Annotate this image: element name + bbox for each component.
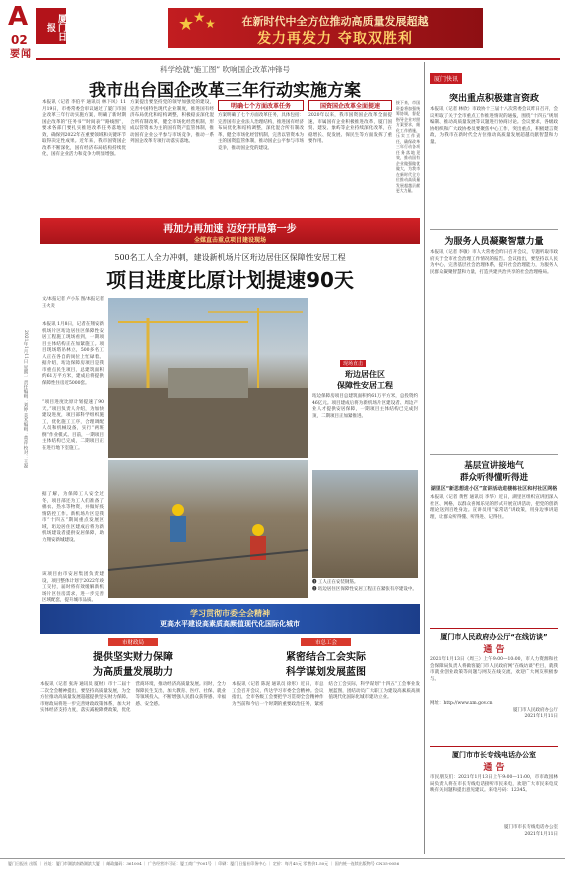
notice-1-title: 厦门市人民政府办公厅“在线访谈” xyxy=(440,633,548,641)
notice-1 xyxy=(430,628,558,742)
top-article-body-1: 本报讯（记者 李伯平 通讯员 林下风）11月19日，市委常委会审议通过了厦门市国企改革三年行动实施方案，明确了新时期国企改革的“任务书”“时间表”“路线图”，要求各部门要扎实推进改革任务落地见效，确保到2022年在重要领域和关键环节取得决定性成果。近年来，我市国资国企改革不断深化，国有经济布局结构持续优化，国有企业活力和竞争力明显增强。 xyxy=(42,100,126,157)
notice-1-date: 2021年1月11日 xyxy=(524,714,558,719)
strip-line-2: 全媒直击重点项目建设现场 xyxy=(193,237,266,244)
sidebar-item-3-body: 本报讯（记者 黄哲 通讯员 李华）近日，湖里区组织宣讲团深入社区、网格，以群众喜闻乐见的形式开展宣讲活动，把党的创新理论送到百姓身边。宣讲员用“家常话”讲政策，用身边事讲道理，让群众听得懂、听得进、记得住。 xyxy=(430,495,558,520)
crane-illustration xyxy=(108,298,308,458)
top-article-column-3 xyxy=(218,100,304,212)
notice-2-title: 厦门市市长专线电话办公室 xyxy=(452,751,536,759)
subhead-box: 明确七个方面改革任务 xyxy=(218,100,304,111)
photo-structure xyxy=(312,470,418,578)
bottom-bar-line-2: 更高水平建设高素质高颜值现代化国际化城市 xyxy=(160,620,300,628)
main-article-body-2: “项目进度比原计划提速了90天。”项目负责人介绍，为加快建设进度，项目部科学组织施工，优化施工工序，合理调配人员和机械设备，实行“两班倒”作业模式。目前，一期项目主体结构已完成，二期项目正在进行地下室施工。 xyxy=(42,400,104,451)
bottom-right-body: 本报讯（记者 陈泥 通讯员 徐彤）近日，市总工会召开会议，传达学习市委全会精神。会议指出，全市各级工会要把学习贯彻全会精神作为当前和今后一个时期的重要政治任务，紧密结合工会实际，科学谋划“十四五”工会事业发展蓝图，团结动员广大职工为建设高素质高颜值现代化国际化城市建功立业。 xyxy=(232,682,420,707)
top-article-kicker: 科学绘就“施工图” 吹响国企改革冲锋号 xyxy=(159,65,291,74)
star-icon: ★ xyxy=(205,17,216,31)
section-title: 要闻 xyxy=(10,49,32,60)
bottom-right-title-2: 科学谋划发展蓝图 xyxy=(286,667,366,678)
bottom-right-article xyxy=(232,638,420,854)
main-article-byline: 文/本报记者 卢小东 图/本报记者 王火炎 xyxy=(42,297,104,309)
page-letter: A xyxy=(8,2,29,32)
main-article-body-4: 该项目由市安居集团负责建设，项目整体计划于2022年竣工交付，届时将有效缓解新机场片区住房需求，进一步完善区域配套，提升城市品质。 xyxy=(42,572,104,603)
page-meta: 2021年1月11日 星期一 责任编辑：刘婷 美术编辑：黄萍 校对：王磊 xyxy=(23,330,28,469)
sidebar xyxy=(430,66,558,591)
worker-illustration xyxy=(108,460,308,598)
sidebar-item-3-subtitle: 湖里区“新思想进小区”宣讲活动进楼栋社区和村社区网格 xyxy=(430,486,558,492)
subhead-box-2: 国资国企改革全面提速 xyxy=(308,100,392,111)
page-footer: 厦门日报社 出版 ｜ 社址：厦门市湖滨南路湖滨大厦 ｜ 邮政编码：361004 ｜ 广告经营许可证：厦工商广字001号 ｜ 印刷：厦门日报社印务中心 ｜ 定价：每月45元 零售价1.50元 ｜ 国内统一连续出版物号 CN35-0056 xyxy=(0,858,565,870)
sidebar-item-2-body: 本报讯（记者 李敏）市人大常委会昨日召开会议，专题听取市政府关于全市社会治理工作情况的报告。会议指出，要坚持以人民为中心，完善基层社会治理体系，提升社会治理能力，为服务人民群众凝聚智慧和力量，打造共建共治共享的社会治理格局。 xyxy=(430,250,558,275)
main-article-title: 项目进度比原计划提速90天 xyxy=(106,268,354,292)
notice-2-signature: 厦门市市长专线电话办公室 xyxy=(504,825,558,830)
bottom-right-title-1: 紧密结合工会实际 xyxy=(286,652,366,663)
bottom-left-tag: 市财政局 xyxy=(108,638,158,646)
notice-2-body: 市民朋友们：2021年1月13日上午9:00—11:00，市市政园林局负责人将在市长专线电话接听市民来电，欢迎广大市民来电反映有关问题和提出意见建议。来电号码：12345。 xyxy=(430,775,558,793)
notice-2-subtitle: 通 告 xyxy=(483,763,505,773)
main-article-body-1: 本报讯 1月8日，记者在翔安新机场片区珩边居住区保障性安居工程施工现场看到，一期项目主体结构正在加紧施工。项目现场塔吊林立，500多名工人正在各自的岗位上忙碌着。据介绍，珩边保障房项目是我市重点民生项目，总建筑面积约61万平方米，建成后将提供保障性住房近5000套。 xyxy=(42,322,104,386)
bottom-left-title-2: 为高质量发展助力 xyxy=(93,667,173,678)
bottom-left-title-1: 提供坚实财力保障 xyxy=(93,652,173,663)
notice-1-body: 2021年1月13日（周三）上午9:00—10:00，市人力资源和社会保障局负责人将做客厦门市人民政府网“在线访谈”栏目，就我市就业创业政策等问题与网友在线交流，欢迎广大网友积极参与。 xyxy=(430,657,558,682)
photo-info-box xyxy=(312,350,418,465)
notice-1-subtitle: 通 告 xyxy=(483,645,505,655)
bottom-right-tag: 市总工会 xyxy=(301,638,351,646)
main-article-body-3: 据了解，为保障工人安全过冬，项目部还为工人们准备了棉衣、热水等物资，并做好疫情防控工作。新机场片区是我市“十四五”期间重点发展区域，珩边居住区建成后将为新机场建设者提供安居保障，助力翔安新城建设。 xyxy=(42,492,104,543)
caption-1: ❶ 工人正在安装钢筋。 xyxy=(312,580,359,585)
sidebar-divider xyxy=(424,62,425,854)
star-icon: ★ xyxy=(178,14,195,35)
photo-title-line-1: 珩边居住区 xyxy=(345,370,385,379)
caption-2: ❷ 珩边居住区保障性安居工程正在紧张有序建设中。 xyxy=(312,587,417,592)
top-article-body-5: 接下来，市国资委将加强统筹协调，督促指导企业对照方案要求，细化工作措施，压实工作责任，确保改革三年行动各项任务落地见效，推动国有企业做强做优做大，为我市在新时代全方位推动高质量发展超越贡献更大力量。 xyxy=(396,100,420,193)
slogan-line-1: 在新时代中全方位推动高质量发展超越 xyxy=(241,15,429,28)
bottom-left-article xyxy=(40,638,226,854)
star-icon: ★ xyxy=(193,10,206,26)
sidebar-separator xyxy=(430,454,558,455)
top-article-body-3: 方案明确了七个方面改革任务，具体包括：完善国有企业法人治理结构，推进国有经济布局优化和结构调整，深化混合所有制改革，健全市场化经营机制，完善以管资本为主的国资监管体制，推动国企公平参与市场竞争，推动国企党的建设。 xyxy=(218,113,304,151)
notice-2 xyxy=(430,746,558,854)
main-article-kicker: 500名工人全力冲刺，建设新机场片区珩边居住区保障性安居工程 xyxy=(114,253,346,262)
sidebar-item-1-body: 本报讯（记者 林欣）市政协十三届十八次常委会议昨日召开，会议听取了关于全市重点工作推进情况的通报，围绕“十四五”规划编制、推动高质量发展等议题进行协商讨论。会议要求，各级政协组织和广大政协委员要聚焦中心工作，突出重点，积极建言资政，为我市在新时代全方位推动高质量发展超越贡献智慧和力量。 xyxy=(430,107,558,145)
sidebar-item-3-title-2: 群众听得懂听得进 xyxy=(459,473,528,483)
sidebar-item-2-title: 为服务人员凝聚智慧力量 xyxy=(444,237,544,247)
top-article-body-4: 2020年以来，我市国资国企改革全面提速，市属国有企业积极推进改革，厦门国贸、建发、象屿等企业持续深化改革，在稳增长、促发展、保民生等方面发挥了重要作用。 xyxy=(308,113,392,144)
strip-line-1: 再加力再加速 迈好开局第一步 xyxy=(163,224,297,235)
page-number: 02 xyxy=(11,33,28,47)
photo-construction-site xyxy=(108,298,308,458)
masthead xyxy=(0,0,565,60)
photo-description: 珩边保障房项目总建筑面积约61万平方米，总投资约46亿元。项目建成后将为新机场片区建设者、周边产业人才提供安居保障，一期项目主体结构已完成封顶，二期项目正加紧推进。 xyxy=(312,394,418,419)
slogan-line-2: 发力再发力 夺取双胜利 xyxy=(257,31,413,47)
top-article-title: 我市出台国企改革三年行动实施方案 xyxy=(89,81,361,101)
sidebar-item-3-title-1: 基层宣讲接地气 xyxy=(464,461,524,471)
notice-2-date: 2021年1月11日 xyxy=(524,831,558,837)
sidebar-item-1-title: 突出重点积极建言资政 xyxy=(448,94,539,104)
header-divider xyxy=(36,58,560,60)
photo-workers xyxy=(108,460,308,598)
top-article-column-4 xyxy=(308,100,392,212)
notice-1-url[interactable]: 网址：http://www.xm.gov.cn xyxy=(430,701,493,706)
sidebar-tag: 厦门快讯 xyxy=(430,73,462,84)
photo-tag: 现场直击 xyxy=(340,360,366,367)
special-strip xyxy=(40,218,420,244)
bottom-bar-line-1: 学习贯彻市委全会精神 xyxy=(190,609,270,618)
notice-1-signature: 厦门市人民政府办公厅 xyxy=(513,707,558,713)
photo-title-line-2: 保障性安居工程 xyxy=(337,381,393,390)
newspaper-logo: 厦门日报 xyxy=(36,8,66,44)
bottom-bar xyxy=(40,604,420,634)
sidebar-separator xyxy=(430,229,558,230)
top-article-body-2: 方案提出要坚持党的领导加强党的建设，完善中国特色现代企业制度，推进国有经济布局优化和结构调整，积极稳妥深化混合所有制改革，健全市场化经营机制，形成以管资本为主的国有资产监管体制，推动国有企业公平参与市场竞争，推动一系列国企改革专项行动落实落地。 xyxy=(130,100,214,144)
bottom-left-body: 本报讯（记者 张涛 通讯员 厦财）市十二届十二次全会精神提出，要坚持高质量发展，为全方位推动高质量发展超越提供坚实财力保障。市财政局将进一步完善财政政策体系，加大对实体经济支持力度，落实减税降费政策，优化营商环境，推动经济高质量发展。同时，全力保障民生支出，加大教育、医疗、社保、就业等领域投入，不断增强人民群众获得感、幸福感、安全感。 xyxy=(40,682,226,713)
